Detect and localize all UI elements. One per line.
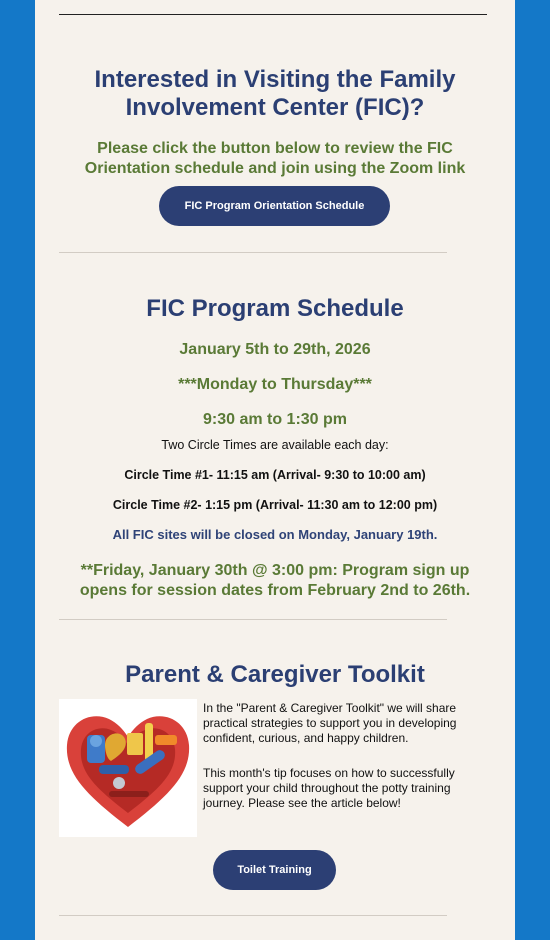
circle-time-1: Circle Time #1- 11:15 am (Arrival- 9:30 to 10:00 am) [124, 468, 426, 482]
schedule-heading: FIC Program Schedule [146, 295, 404, 322]
newsletter-page [35, 0, 515, 940]
orientation-schedule-button[interactable]: FIC Program Orientation Schedule [159, 186, 390, 226]
section-divider [59, 619, 447, 620]
circle-times-note: Two Circle Times are available each day: [161, 438, 389, 452]
toolkit-tip: This month's tip focuses on how to successfully support your child throughout the potty training journey. Please see the article below! [203, 766, 455, 810]
schedule-dates: January 5th to 29th, 2026 [179, 341, 371, 358]
fic-visit-instruction: Please click the button below to review the FIC Orientation schedule and join using the Zoom link [84, 140, 466, 177]
heart-toolbox-icon [59, 699, 197, 837]
toolkit-heading: Parent & Caregiver Toolkit [125, 661, 425, 688]
section-divider [59, 252, 447, 253]
toolkit-intro: In the "Parent & Caregiver Toolkit" we will share practical strategies to support you in developing confident, curious, and happy children. [203, 701, 457, 745]
schedule-hours: 9:30 am to 1:30 pm [202, 411, 348, 428]
closed-note: All FIC sites will be closed on Monday, January 19th. [112, 527, 438, 542]
toilet-training-button[interactable]: Toilet Training [213, 850, 336, 890]
section-divider [59, 915, 447, 916]
schedule-days: ***Monday to Thursday*** [178, 376, 372, 393]
circle-time-2: Circle Time #2- 1:15 pm (Arrival- 11:30 am to 12:00 pm) [112, 498, 438, 512]
fic-visit-heading: Interested in Visiting the Family Involvement Center (FIC)? [94, 66, 456, 121]
signup-note: **Friday, January 30th @ 3:00 pm: Program sign up opens for session dates from February 2nd to 26th. [79, 562, 471, 599]
top-divider [59, 14, 487, 15]
